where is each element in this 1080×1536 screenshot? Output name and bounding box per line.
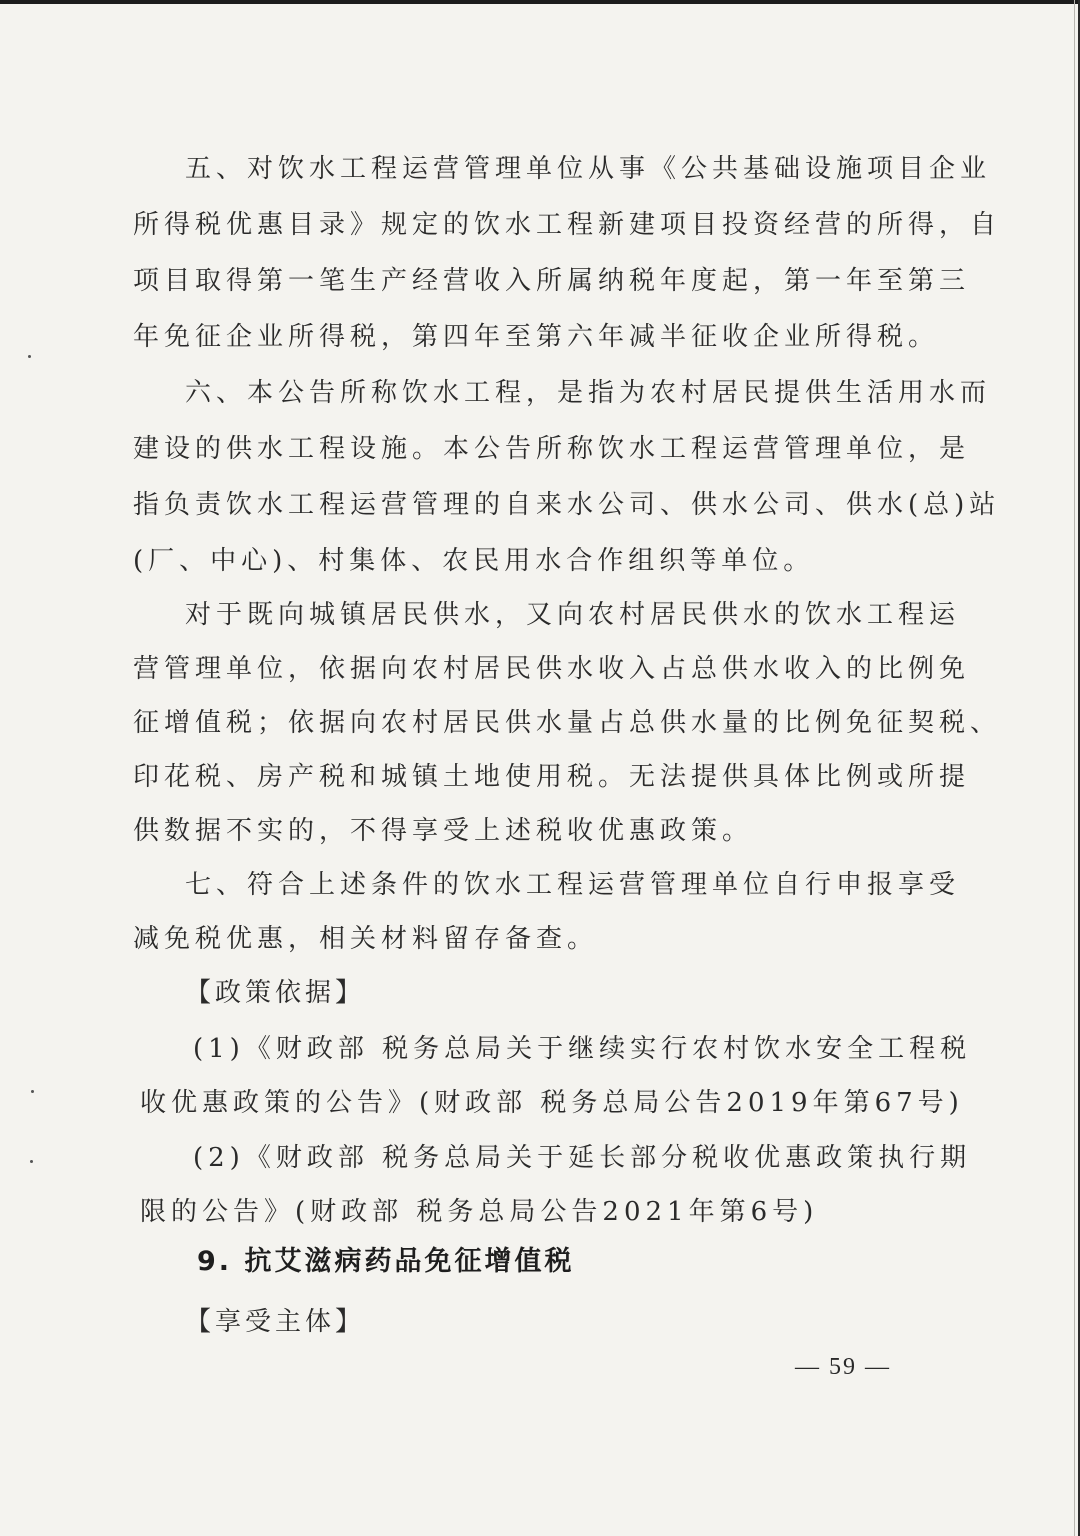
paragraph-6-line-4: (厂、中心)、村集体、农民用水合作组织等单位。 [133,546,815,576]
beneficiary-label: 【享受主体】 [185,1307,366,1337]
paragraph-5-line-4: 年免征企业所得税，第四年至第六年减半征收企业所得税。 [133,322,940,352]
paragraph-mixed-line-2: 营管理单位，依据向农村居民供水收入占总供水收入的比例免 [133,654,971,684]
paragraph-6-line-1: 六、本公告所称饮水工程，是指为农村居民提供生活用水而 [185,378,992,408]
paragraph-mixed-line-5: 供数据不实的，不得享受上述税收优惠政策。 [133,816,754,846]
paragraph-5-line-1: 五、对饮水工程运营管理单位从事《公共基础设施项目企业 [185,154,992,184]
scan-border-right-inner [1074,0,1075,1536]
paragraph-7-line-1: 七、符合上述条件的饮水工程运营管理单位自行申报享受 [185,870,961,900]
reference-2-line-1: (2)《财政部 税务总局关于延长部分税收优惠政策执行期 [193,1143,972,1173]
scan-speck [30,1160,33,1163]
paragraph-5-line-2: 所得税优惠目录》规定的饮水工程新建项目投资经营的所得，自 [133,210,1002,240]
scan-speck [31,1090,34,1093]
policy-basis-label: 【政策依据】 [185,978,366,1008]
paragraph-5-line-3: 项目取得第一笔生产经营收入所属纳税年度起，第一年至第三 [133,266,971,296]
reference-1-line-1: (1)《财政部 税务总局关于继续实行农村饮水安全工程税 [193,1034,972,1064]
paragraph-mixed-line-4: 印花税、房产税和城镇土地使用税。无法提供具体比例或所提 [133,762,971,792]
scan-border-top [0,0,1080,4]
paragraph-6-line-3: 指负责饮水工程运营管理的自来水公司、供水公司、供水(总)站 [133,490,1001,520]
paragraph-7-line-2: 减免税优惠，相关材料留存备查。 [133,924,599,954]
scan-speck [28,355,31,358]
paragraph-mixed-line-3: 征增值税；依据向农村居民供水量占总供水量的比例免征契税、 [133,708,1002,738]
paragraph-6-line-2: 建设的供水工程设施。本公告所称饮水工程运营管理单位，是 [133,434,971,464]
page-number: — 59 — [795,1354,891,1380]
paragraph-mixed-line-1: 对于既向城镇居民供水，又向农村居民供水的饮水工程运 [185,600,961,630]
reference-1-line-2: 收优惠政策的公告》(财政部 税务总局公告2019年第67号) [140,1088,964,1118]
reference-2-line-2: 限的公告》(财政部 税务总局公告2021年第6号) [140,1197,819,1227]
section-heading: 9. 抗艾滋病药品免征增值税 [197,1246,575,1277]
